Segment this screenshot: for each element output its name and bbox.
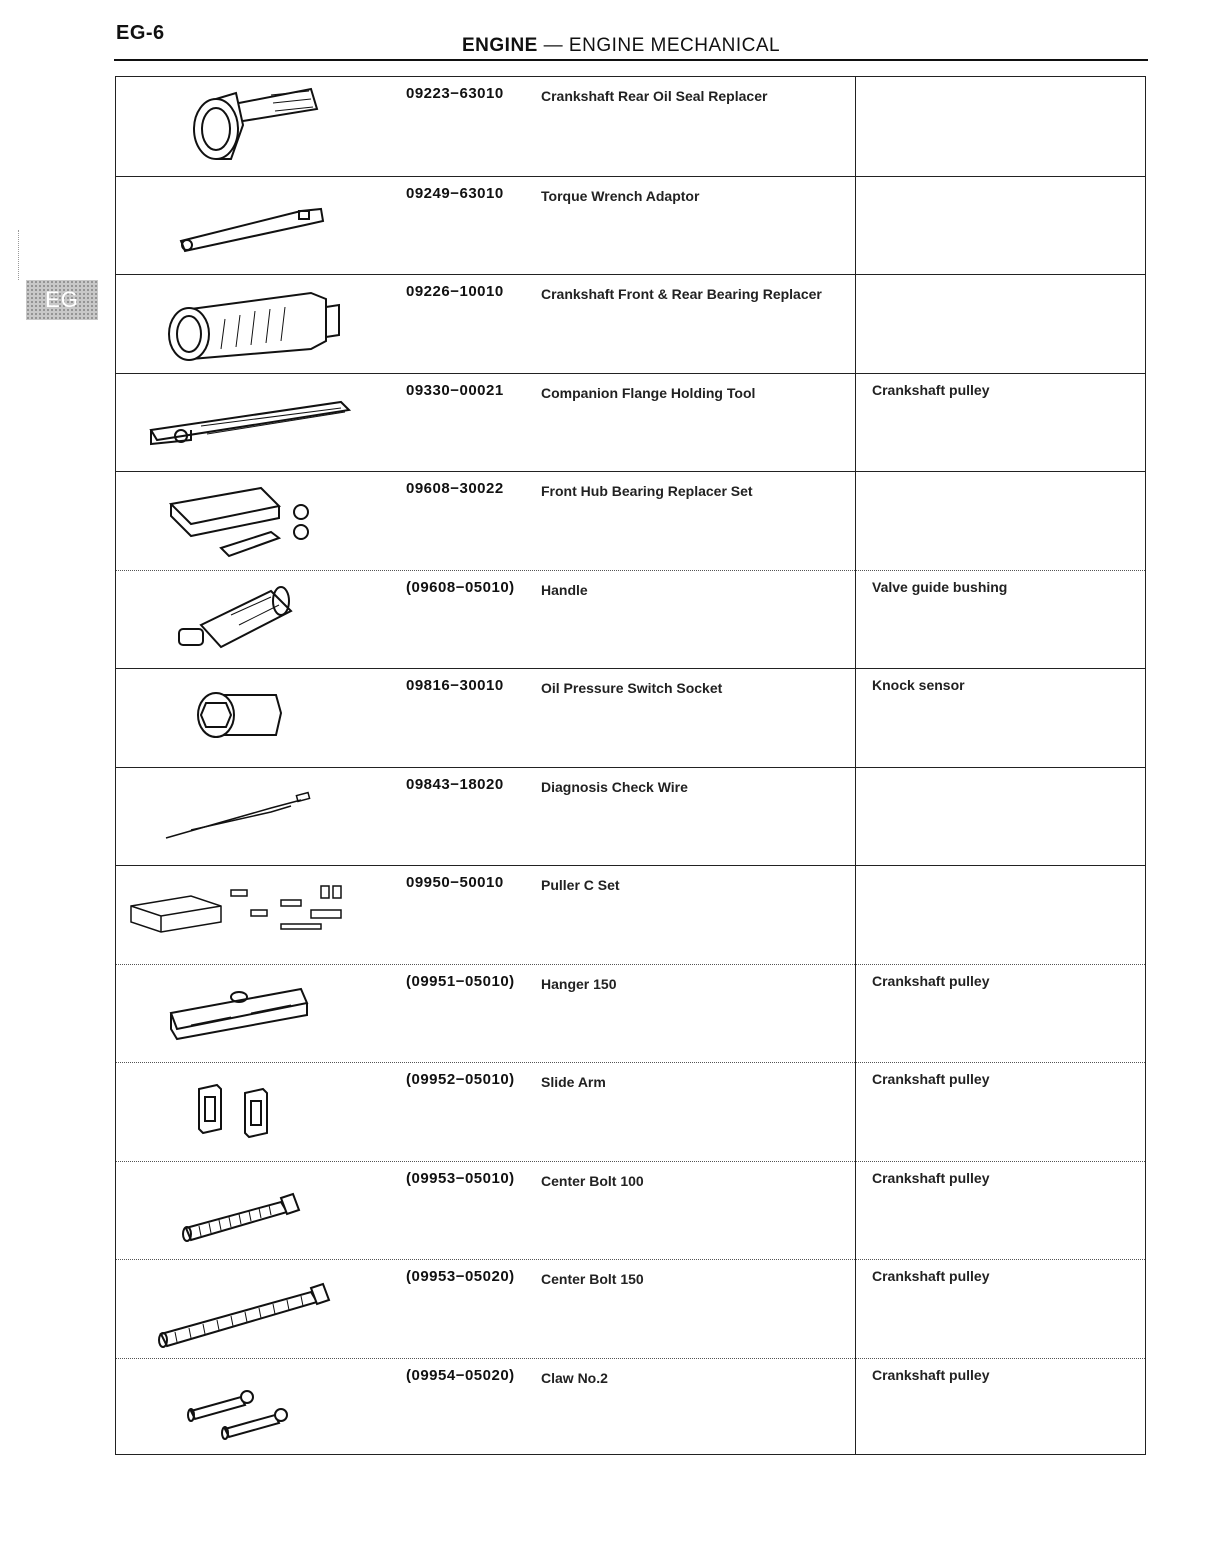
table-row xyxy=(116,1358,1145,1458)
part-name: Slide Arm xyxy=(541,1074,606,1090)
part-use: Crankshaft pulley xyxy=(872,381,990,398)
part-number: 09249−63010 xyxy=(406,184,504,202)
table-row xyxy=(116,570,1145,670)
part-number: 09816−30010 xyxy=(406,677,504,694)
part-number: (09953−05020) xyxy=(406,1268,515,1285)
part-name: Hanger 150 xyxy=(541,975,617,992)
section-tab[interactable]: EG xyxy=(26,280,98,320)
part-number: (09954−05020) xyxy=(406,1366,515,1384)
part-name: Torque Wrench Adaptor xyxy=(541,187,700,204)
tool-table xyxy=(115,76,1146,1455)
part-name: Oil Pressure Switch Socket xyxy=(541,680,723,696)
part-name: Center Bolt 150 xyxy=(541,1271,644,1287)
part-number: 09226−10010 xyxy=(406,283,504,300)
flange-holding-tool-icon xyxy=(121,378,391,468)
part-number: (09608−05010) xyxy=(406,578,515,596)
part-use: Valve guide bushing xyxy=(872,578,1008,595)
header-rule xyxy=(114,59,1148,61)
table-row xyxy=(116,274,1145,374)
table-row xyxy=(116,964,1145,1064)
part-number: 09843−18020 xyxy=(406,775,504,793)
margin-mark xyxy=(18,230,21,280)
subsection-title: ENGINE MECHANICAL xyxy=(568,35,781,56)
torque-wrench-adaptor-icon xyxy=(121,181,391,271)
part-name: Crankshaft Front & Rear Bearing Replacer xyxy=(541,286,822,302)
bearing-replacer-icon xyxy=(121,279,391,369)
handle-icon xyxy=(121,575,391,665)
hub-bearing-replacer-set-icon xyxy=(121,476,391,566)
table-row xyxy=(116,373,1145,473)
puller-set-icon xyxy=(121,870,391,960)
part-name: Companion Flange Holding Tool xyxy=(541,384,756,401)
part-use: Crankshaft pulley xyxy=(872,1071,990,1087)
check-wire-icon xyxy=(121,772,391,862)
table-row xyxy=(116,77,1145,176)
part-number: (09953−05010) xyxy=(406,1169,515,1187)
title-separator: — xyxy=(543,35,564,56)
claw-icon xyxy=(121,1363,391,1453)
page-number: EG-6 xyxy=(116,22,165,44)
part-use: Crankshaft pulley xyxy=(872,1268,990,1284)
part-name: Center Bolt 100 xyxy=(541,1172,644,1189)
part-number: (09951−05010) xyxy=(406,972,515,990)
part-name: Handle xyxy=(541,581,588,598)
table-row xyxy=(116,471,1145,571)
column-divider xyxy=(855,77,856,1454)
part-name: Front Hub Bearing Replacer Set xyxy=(541,483,753,499)
socket-icon xyxy=(121,673,391,763)
page-title xyxy=(462,35,780,57)
table-row xyxy=(116,1259,1145,1359)
part-use: Crankshaft pulley xyxy=(872,1366,990,1383)
table-row xyxy=(116,767,1145,867)
oil-seal-replacer-icon xyxy=(121,81,391,171)
part-name: Crankshaft Rear Oil Seal Replacer xyxy=(541,88,768,104)
part-number: 09223−63010 xyxy=(406,85,504,102)
table-row xyxy=(116,1062,1145,1162)
part-use: Crankshaft pulley xyxy=(872,1169,990,1186)
center-bolt-150-icon xyxy=(121,1264,391,1354)
table-row xyxy=(116,668,1145,768)
part-number: (09952−05010) xyxy=(406,1071,515,1088)
part-number: 09330−00021 xyxy=(406,381,504,399)
table-row xyxy=(116,1161,1145,1261)
slide-arm-icon xyxy=(121,1067,391,1157)
table-row xyxy=(116,865,1145,965)
part-name: Puller C Set xyxy=(541,877,620,893)
part-number: 09608−30022 xyxy=(406,480,504,497)
part-use: Knock sensor xyxy=(872,677,965,693)
part-name: Diagnosis Check Wire xyxy=(541,778,688,795)
center-bolt-100-icon xyxy=(121,1166,391,1256)
section-title: ENGINE xyxy=(462,35,538,56)
part-use: Crankshaft pulley xyxy=(872,972,990,989)
table-row xyxy=(116,176,1145,276)
part-number: 09950−50010 xyxy=(406,874,504,891)
part-name: Claw No.2 xyxy=(541,1369,608,1386)
hanger-icon xyxy=(121,969,391,1059)
